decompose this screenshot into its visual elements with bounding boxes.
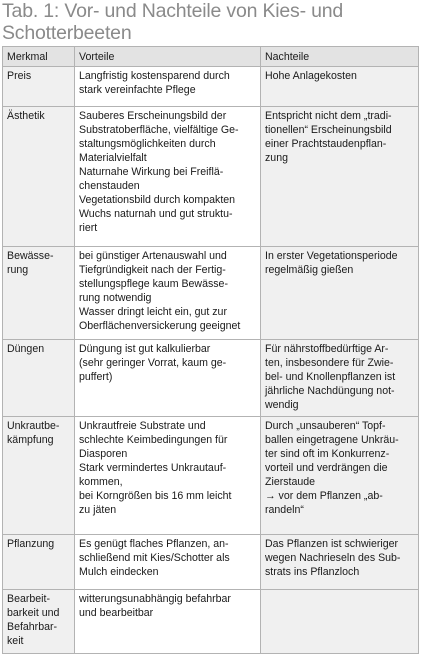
cell-line: wegen Nachrieseln des Sub- [265,552,401,564]
cell-line: witterungsunabhängig befahrbar [79,593,231,605]
cell-line: strats ins Pflanzloch [265,566,360,578]
cell-line: schlechte Keimbedingungen für [79,434,228,446]
cell-line: randeln“ [265,504,304,516]
cell-vorteile [75,67,261,107]
cell-nachteile [261,590,419,654]
cell-line: rung notwendig [79,292,152,304]
cell-line: kommen, [79,476,123,488]
cell-line: einer Prachtstaudenpflan- [265,138,387,150]
cell-line: ter sind oft im Konkurrenz- [265,448,390,460]
cell-line: Substratoberfläche, vielfältige Ge- [79,124,239,136]
cell-line: Wasser dringt leicht ein, gut zur [79,306,227,318]
table-row [3,340,419,417]
cell-line: Für nährstoffbedürftige Ar- [265,343,389,355]
table-body [3,67,419,654]
table-title-line-2: Schotterbeeten [2,22,132,44]
cell-line: Ästhetik [7,110,45,122]
cell-merkmal [3,247,75,340]
cell-line: Durch „unsauberen“ Topf- [265,420,386,432]
cell-line: Mulch eindecken [79,566,159,578]
cell-line: Langfristig kostensparend durch [79,70,230,82]
cell-line: Entspricht nicht dem „tradi- [265,110,392,122]
cell-line: Das Pflanzen ist schwieriger [265,538,399,550]
cell-line: Es genügt flaches Pflanzen, an- [79,538,229,550]
cell-line: Materialvielfalt [79,152,147,164]
cell-vorteile [75,247,261,340]
cell-line: chenstauden [79,180,140,192]
header-row [3,47,419,67]
cell-line: Naturnahe Wirkung bei Freiflä- [79,166,224,178]
table-title-line-1: Tab. 1: Vor- und Nachteile von Kies- und [2,0,344,22]
cell-merkmal [3,590,75,654]
cell-line: vorteil und verdrängen die [265,462,388,474]
header-vorteile: Vorteile [75,47,261,67]
cell-line: Sauberes Erscheinungsbild der [79,110,227,122]
cell-line: Oberflächenversickerung geeignet [79,320,241,332]
cell-line: keit [7,635,24,647]
cell-nachteile [261,107,419,247]
cell-line: bei günstiger Artenauswahl und [79,250,227,262]
cell-vorteile [75,107,261,247]
cell-line: Bewässe- [7,250,54,262]
cell-line: Befahrbar- [7,621,58,633]
cell-line: barkeit und [7,607,60,619]
cell-line: stark vereinfachte Pflege [79,84,196,96]
comparison-table [2,46,419,654]
header-merkmal: Merkmal [3,47,75,67]
cell-line: tionellen“ Erscheinungsbild [265,124,392,136]
cell-nachteile [261,535,419,590]
cell-line: Unkrautfreie Substrate und [79,420,206,432]
cell-line: wendig [265,399,299,411]
cell-line: → vor dem Pflanzen „ab- [265,490,383,502]
cell-line: zu jäten [79,504,117,516]
cell-line: zung [265,152,288,164]
cell-nachteile [261,247,419,340]
cell-vorteile [75,590,261,654]
cell-line: (sehr geringer Vorrat, kaum ge- [79,357,227,369]
cell-vorteile [75,340,261,417]
cell-line: puffert) [79,371,113,383]
cell-line: Vegetationsbild durch kompakten [79,194,236,206]
cell-line: schließend mit Kies/Schotter als [79,552,230,564]
cell-line: Unkrautbe- [7,420,60,432]
cell-merkmal [3,67,75,107]
cell-nachteile [261,417,419,535]
cell-merkmal [3,107,75,247]
cell-line: Diasporen [79,448,128,460]
cell-line: Wuchs naturnah und gut struktu- [79,208,233,220]
header-nachteile: Nachteile [261,47,419,67]
cell-vorteile [75,535,261,590]
table-row [3,107,419,247]
cell-line: rung [7,264,29,276]
table-row [3,67,419,107]
table-row [3,417,419,535]
cell-line: Hohe Anlagekosten [265,70,357,82]
cell-line: staltungsmöglichkeiten durch [79,138,216,150]
cell-merkmal [3,417,75,535]
cell-line: Düngen [7,343,45,355]
cell-line: Preis [7,70,32,82]
cell-nachteile [261,340,419,417]
cell-merkmal [3,535,75,590]
cell-line: riert [79,222,98,234]
cell-line: Bearbeit- [7,593,50,605]
cell-line: und bearbeitbar [79,607,154,619]
table-row [3,535,419,590]
cell-line: Zierstaude [265,476,316,488]
cell-line: Stark vermindertes Unkrautauf- [79,462,227,474]
cell-vorteile [75,417,261,535]
table-row [3,247,419,340]
cell-line: ballen eingetragene Unkräu- [265,434,399,446]
cell-line: Tiefgründigkeit nach der Fertig- [79,264,226,276]
cell-line: Pflanzung [7,538,55,550]
cell-nachteile [261,67,419,107]
cell-line: ten, insbesondere für Zwie- [265,357,394,369]
cell-line: Düngung ist gut kalkulierbar [79,343,211,355]
cell-line: bei Korngrößen bis 16 mm leicht [79,490,232,502]
cell-line: bel- und Knollenpflanzen ist [265,371,396,383]
table-row [3,590,419,654]
cell-line: jährliche Nachdüngung not- [265,385,395,397]
cell-line: In erster Vegetationsperiode [265,250,398,262]
cell-line: stellungspflege kaum Bewässe- [79,278,228,290]
cell-line: regelmäßig gießen [265,264,354,276]
cell-line: kämpfung [7,434,54,446]
cell-merkmal [3,340,75,417]
table-title [2,0,418,44]
